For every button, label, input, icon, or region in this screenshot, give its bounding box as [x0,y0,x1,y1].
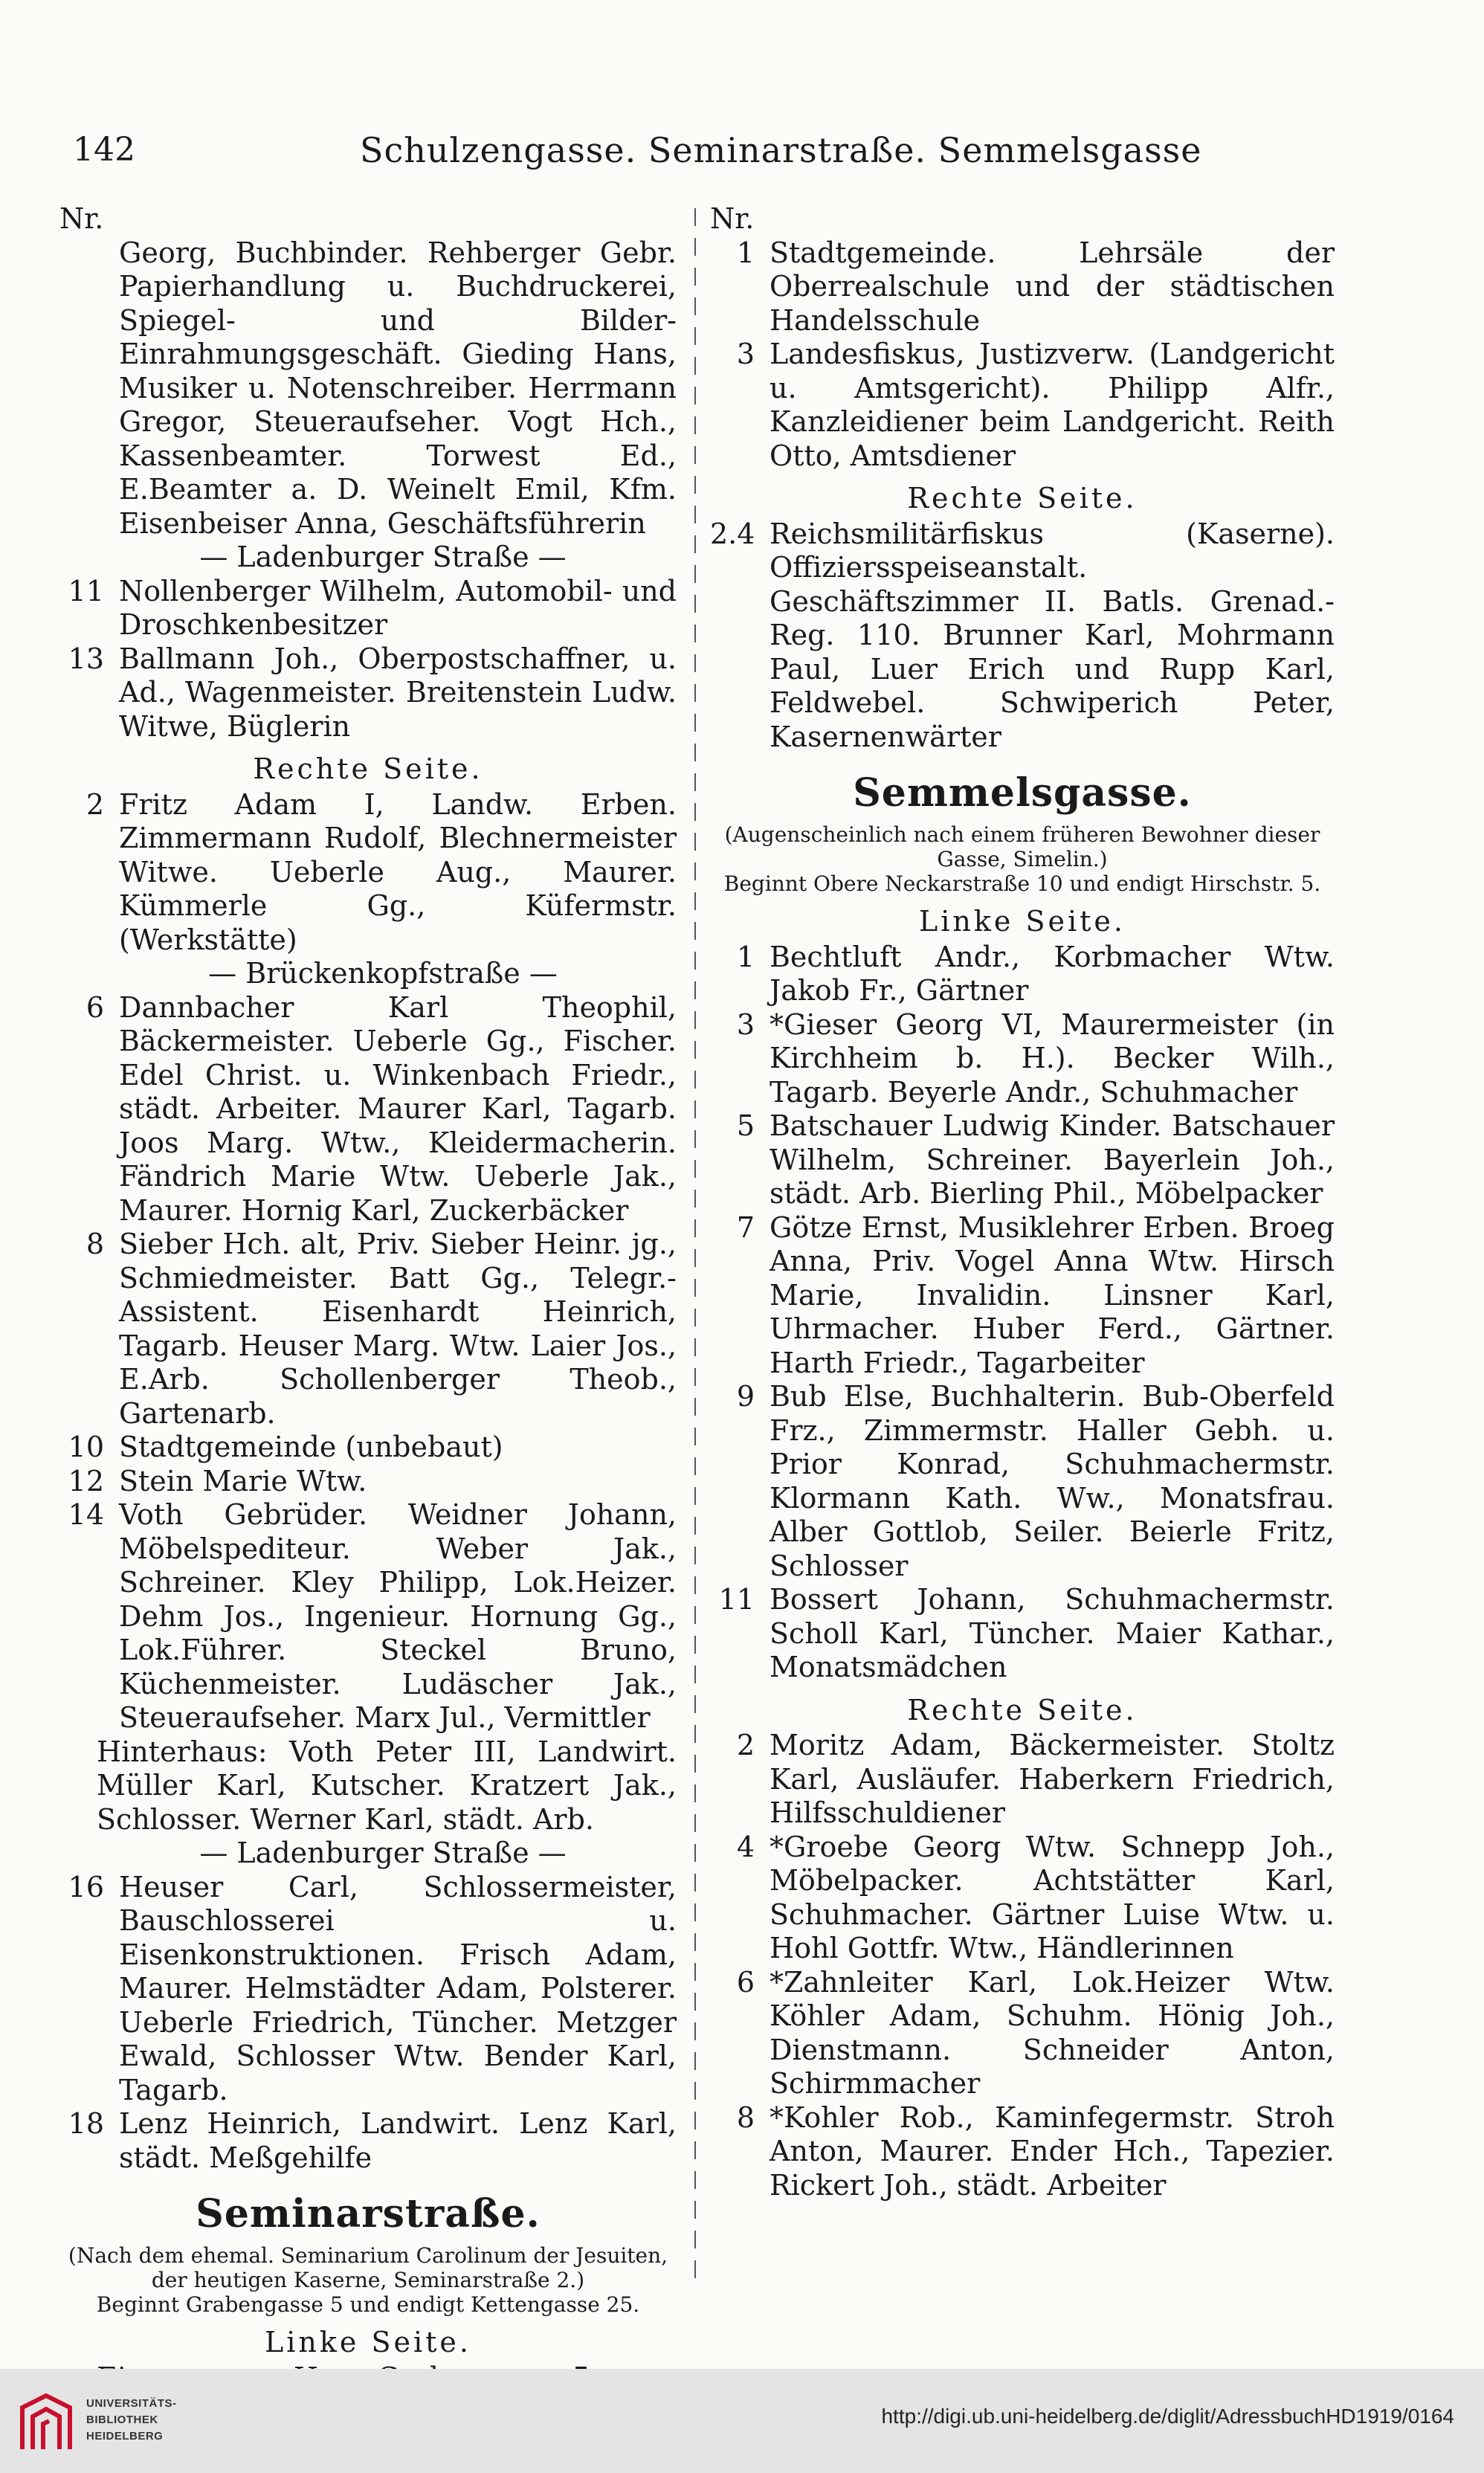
left-column [59,202,677,2395]
list-item [710,1966,1335,2101]
house-number: 3 [736,1007,755,1041]
house-number: 8 [736,2100,755,2134]
list-item [710,1729,1335,1831]
street-separator: — Brückenkopfstraße — [208,957,558,990]
entry-text: Nollenberger Wilhelm, Automobil- und Droschkenbesitzer [119,574,677,641]
column-divider [694,208,696,2290]
list-item [59,575,677,642]
list-item [710,1109,1335,1211]
running-title: Schulzengasse. Seminarstraße. Semmelsgasse [360,130,1202,170]
entry-text: Landesfiskus, Justizverw. (Landgericht u. Amtsgericht). Philipp Alfr., Kanzleidiener beim Landgericht. Reith Otto, Amtsdiener [770,338,1335,472]
house-number: 3 [736,338,755,370]
entry-text: Götze Ernst, Musiklehrer Erben. Broeg Anna, Priv. Vogel Anna Wtw. Hirsch Marie, Invalidin. Linsner Karl, Uhrmacher. Huber Ferd., Gärtner. Harth Friedr., Tagarbeiter [770,1210,1335,1379]
section-label-right-side: Rechte Seite. [907,482,1138,515]
entry-text: *Kohler Rob., Kaminfegermstr. Stroh Anton, Maurer. Ender Hch., Tapezier. Rickert Joh., städt. Arbeiter [770,2100,1335,2202]
library-name-line: HEIDELBERG [86,2430,164,2443]
house-number: 9 [736,1380,755,1413]
entry-text: Dannbacher Karl Theophil, Bäckermeister. Ueberle Gg., Fischer. Edel Christ. u. Winkenbach Friedr., städt. Arbeiter. Maurer Karl, Tagarb. Joos Marg. Wtw., Kleidermacherin. Fändrich Marie Wtw. Ueberle Jak., Maurer. Hornig Karl, Zuckerbäcker [119,990,677,1227]
list-item [59,1465,677,1499]
list-item [710,2101,1335,2203]
section-label-left-side: Linke Seite. [919,905,1126,938]
entry-text: Bub Else, Buchhalterin. Bub-Oberfeld Frz., Zimmermstr. Haller Gebh. u. Prior Konrad, Schuhmachermstr. Klormann Kath. Ww., Monatsfrau. Alber Gottlob, Seiler. Beierle Fritz, Schlosser [770,1380,1335,1582]
list-item [59,642,677,744]
list-item [59,1871,677,2108]
list-item [59,788,677,958]
list-item [59,1228,677,1431]
house-number: 11 [68,574,104,607]
rear-building-entry: Hinterhaus: Voth Peter III, Landwirt. Müller Karl, Kutscher. Kratzert Jak., Schlosser. Werner Karl, städt. Arb. [97,1735,677,1836]
nr-label: Nr. [710,202,755,235]
entry-text: *Gieser Georg VI, Maurermeister (in Kirchheim b. H.). Becker Wilh., Tagarb. Beyerle Andr., Schuhmacher [770,1007,1335,1109]
house-number: 8 [86,1228,104,1260]
street-heading: Seminarstraße. [196,2191,541,2237]
entry-text: Heuser Carl, Schlossermeister, Bauschlosserei u. Eisenkonstruktionen. Frisch Adam, Maurer. Helmstädter Adam, Polsterer. Ueberle Friedrich, Tüncher. Metzger Ewald, Schlosser Wtw. Bender Karl, Tagarb. [119,1870,677,2106]
entry-text: Lenz Heinrich, Landwirt. Lenz Karl, städt. Meßgehilfe [119,2107,677,2174]
list-item [710,941,1335,1008]
street-heading: Semmelsgasse. [853,770,1192,816]
list-item [710,1831,1335,1966]
house-number: 10 [68,1431,104,1463]
house-number: 1 [736,940,755,973]
list-item [59,1431,677,1465]
house-number: 2 [86,787,104,821]
list-item [59,2107,677,2175]
entry-text: *Zahnleiter Karl, Lok.Heizer Wtw. Köhler Adam, Schuhm. Hönig Joh., Dienstmann. Schneider Anton, Schirmmacher [770,1965,1335,2100]
nr-label: Nr. [59,202,104,235]
house-number: 1 [736,236,755,269]
street-separator: — Ladenburger Straße — [199,1837,567,1869]
house-number: 13 [68,642,104,675]
entry-text: Ballmann Joh., Oberpostschaffner, u. Ad., Wagenmeister. Breitenstein Ludw. Witwe, Büglerin [119,642,677,743]
house-number: 18 [68,2107,104,2140]
list-item [710,338,1335,473]
library-name-line: BIBLIOTHEK [86,2414,158,2426]
house-number: 6 [736,1965,755,1999]
house-number: 4 [736,1830,755,1863]
house-number: 7 [736,1210,755,1244]
entry-text: Bossert Johann, Schuhmachermstr. Scholl Karl, Tüncher. Maier Kathar., Monatsmädchen [770,1583,1335,1683]
section-label-right-side: Rechte Seite. [907,1693,1138,1726]
house-number: 5 [736,1109,755,1142]
house-number: 11 [718,1583,755,1616]
entry-text: Stadtgemeinde (unbebaut) [119,1431,503,1463]
entry-text: Stein Marie Wtw. [119,1464,367,1497]
list-item [710,1008,1335,1110]
entry-text: Voth Gebrüder. Weidner Johann, Möbelspediteur. Weber Jak., Schreiner. Kley Philipp, Lok.Heizer. Dehm Jos., Ingenieur. Hornung Gg., Lok.Führer. Steckel Bruno, Küchenmeister. Ludäscher Jak., Steueraufseher. Marx Jul., Vermittler [119,1498,677,1734]
list-item [59,991,677,1228]
street-range-note: Beginnt Obere Neckarstraße 10 und endigt Hirschstr. 5. [723,871,1321,896]
source-url-link[interactable]: http://digi.ub.uni-heidelberg.de/diglit/AdressbuchHD1919/0164 [881,2405,1454,2428]
house-number: 2 [736,1729,755,1761]
street-separator: — Ladenburger Straße — [199,541,567,573]
list-item [710,236,1335,338]
street-range-note: Beginnt Grabengasse 5 und endigt Kettengasse 25. [96,2292,640,2317]
list-item [710,1583,1335,1685]
house-number: 12 [68,1464,104,1497]
library-name-line: UNIVERSITÄTS- [86,2397,177,2410]
entry-text: Sieber Hch. alt, Priv. Sieber Heinr. jg., Schmiedmeister. Batt Gg., Telegr.-Assistent. Eisenhardt Heinrich, Tagarb. Heuser Marg. Wtw. Laier Jos., E.Arb. Schollenberger Theob., Gartenarb. [119,1228,677,1430]
entry-text: Fritz Adam I, Landw. Erben. Zimmermann Rudolf, Blechnermeister Witwe. Ueberle Aug., Maurer. Kümmerle Gg., Küfermstr. (Werkstätte) [119,787,677,956]
section-label-right-side: Rechte Seite. [253,752,483,785]
section-label-left-side: Linke Seite. [265,2326,471,2358]
page-number: 142 [73,131,135,169]
house-number: 2.4 [710,517,755,550]
street-note: (Augenscheinlich nach einem früheren Bewohner dieser Gasse, Simelin.) [724,822,1320,871]
entry-text: Batschauer Ludwig Kinder. Batschauer Wilhelm, Schreiner. Bayerlein Joh., städt. Arb. Bierling Phil., Möbelpacker [770,1109,1335,1210]
list-item [710,1211,1335,1381]
entry-text: Bechtluft Andr., Korbmacher Wtw. Jakob Fr., Gärtner [770,940,1335,1007]
street-note: (Nach dem ehemal. Seminarium Carolinum der Jesuiten, der heutigen Kaserne, Seminarstraße 2.) [68,2243,668,2292]
library-name [86,2396,177,2445]
list-item [59,1498,677,1735]
right-column [710,202,1335,2202]
house-number: 6 [86,990,104,1024]
entry-text: Stadtgemeinde. Lehrsäle der Oberrealschule und der städtischen Handelsschule [770,236,1335,337]
house-number: 16 [68,1870,104,1903]
viewer-footer [0,2369,1484,2473]
entry-continuation: Georg, Buchbinder. Rehberger Gebr. Papierhandlung u. Buchdruckerei, Spiegel- und Bilder-Einrahmungsgeschäft. Gieding Hans, Musiker u. Notenschreiber. Herrmann Gregor, Steueraufseher. Vogt Hch., Kassenbeamter. Torwest Ed., E.Beamter a. D. Weinelt Emil, Kfm. Eisenbeiser Anna, Geschäftsführerin [119,236,677,540]
page-header [73,126,1411,174]
list-item [710,1380,1335,1583]
entry-text: *Groebe Georg Wtw. Schnepp Joh., Möbelpacker. Achtstätter Karl, Schuhmacher. Gärtner Luise Wtw. u. Hohl Gottfr. Wtw., Händlerinnen [770,1830,1335,1964]
entry-text: Reichsmilitärfiskus (Kaserne). Offiziersspeiseanstalt. Geschäftszimmer II. Batls. Grenad.-Reg. 110. Brunner Karl, Mohrmann Paul, Luer Erich und Rupp Karl, Feldwebel. Schwiperich Peter, Kasernenwärter [770,517,1335,753]
list-item [710,518,1335,755]
house-number: 14 [68,1498,104,1531]
library-logo-icon [16,2391,76,2454]
entry-text: Moritz Adam, Bäckermeister. Stoltz Karl, Ausläufer. Haberkern Friedrich, Hilfsschuldiener [770,1729,1335,1829]
